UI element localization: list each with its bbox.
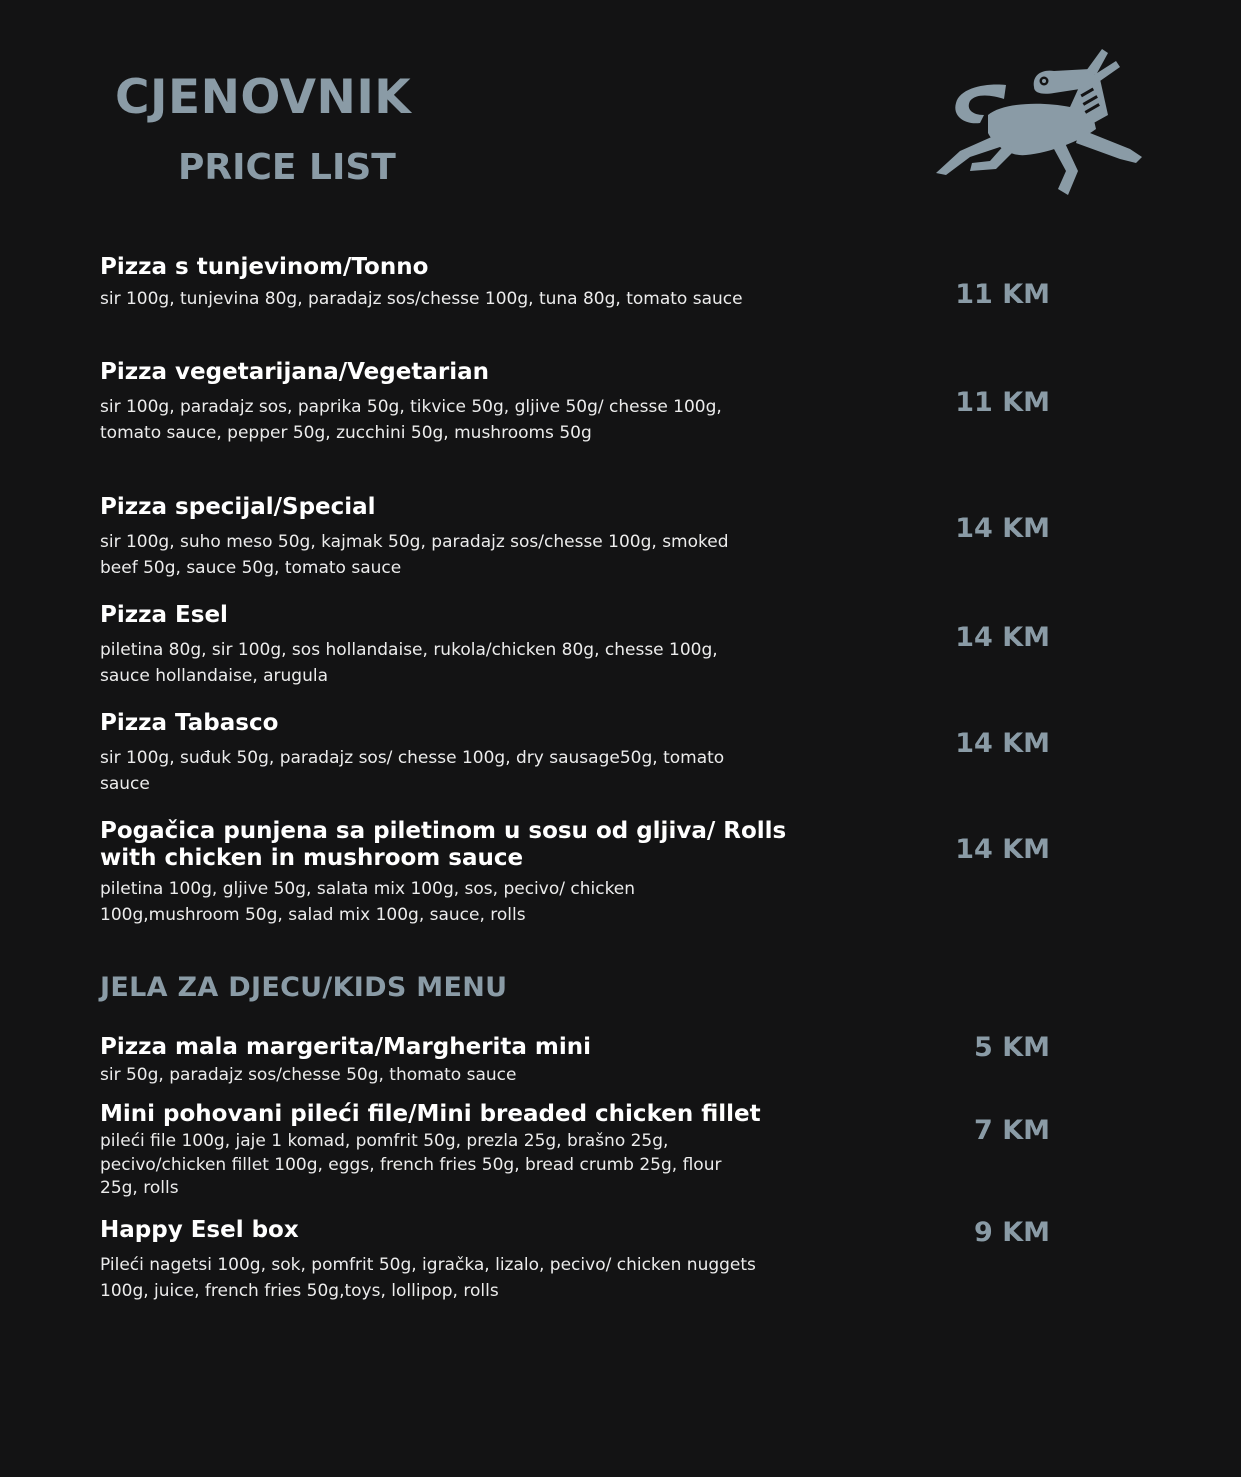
menu-item-chicken-fillet bbox=[100, 1101, 1100, 1201]
menu-item-description: sir 100g, tunjevina 80g, paradajz sos/chesse 100g, tuna 80g, tomato sauce bbox=[100, 289, 743, 309]
menu-item-name: Pizza specijal/Special bbox=[100, 494, 376, 520]
menu-item-price: 14 KM bbox=[955, 834, 1050, 865]
menu-item-price: 11 KM bbox=[955, 279, 1050, 310]
menu-item-vegetarian bbox=[100, 359, 1100, 446]
kids-menu-heading: JELA ZA DJECU/KIDS MENU bbox=[100, 972, 508, 1003]
menu-item-happy-esel-box bbox=[100, 1217, 1100, 1304]
menu-item-name: Happy Esel box bbox=[100, 1217, 299, 1243]
menu-item-name: Mini pohovani pileći file/Mini breaded chicken fillet bbox=[100, 1101, 761, 1127]
menu-item-tonno bbox=[100, 254, 1100, 313]
menu-item-name: Pogačica punjena sa piletinom u sosu od gljiva/ Rolls with chicken in mushroom sauce bbox=[100, 818, 787, 871]
menu-item-description: piletina 80g, sir 100g, sos hollandaise, rukola/chicken 80g, chesse 100g, sauce hollandaise, arugula bbox=[100, 640, 718, 686]
menu-item-name: Pizza Tabasco bbox=[100, 710, 279, 736]
donkey-icon bbox=[930, 45, 1150, 205]
menu-item-price: 5 KM bbox=[974, 1032, 1050, 1063]
menu-item-price: 11 KM bbox=[955, 387, 1050, 418]
menu-item-price: 7 KM bbox=[974, 1115, 1050, 1146]
menu-item-price: 14 KM bbox=[955, 513, 1050, 544]
menu-item-margherita-mini bbox=[100, 1034, 1100, 1088]
menu-item-rolls bbox=[100, 818, 1100, 928]
page-subtitle: PRICE LIST bbox=[178, 147, 396, 188]
menu-item-name: Pizza Esel bbox=[100, 602, 228, 628]
menu-item-name: Pizza vegetarijana/Vegetarian bbox=[100, 359, 489, 385]
menu-item-price: 14 KM bbox=[955, 728, 1050, 759]
menu-item-special bbox=[100, 494, 1100, 581]
menu-item-tabasco bbox=[100, 710, 1100, 797]
menu-item-description: sir 100g, suho meso 50g, kajmak 50g, paradajz sos/chesse 100g, smoked beef 50g, sauce 50g, tomato sauce bbox=[100, 532, 729, 578]
menu-item-price: 9 KM bbox=[974, 1217, 1050, 1248]
page-title: CJENOVNIK bbox=[115, 70, 412, 125]
menu-item-price: 14 KM bbox=[955, 622, 1050, 653]
menu-item-description: piletina 100g, gljive 50g, salata mix 100g, sos, pecivo/ chicken 100g,mushroom 50g, salad mix 100g, sauce, rolls bbox=[100, 879, 636, 925]
menu-item-description: sir 50g, paradajz sos/chesse 50g, thomato sauce bbox=[100, 1065, 517, 1085]
menu-item-description: sir 100g, suđuk 50g, paradajz sos/ chesse 100g, dry sausage50g, tomato sauce bbox=[100, 748, 725, 794]
menu-item-description: sir 100g, paradajz sos, paprika 50g, tikvice 50g, gljive 50g/ chesse 100g, tomato sauce, pepper 50g, zucchini 50g, mushrooms 50g bbox=[100, 397, 722, 443]
menu-item-description: pileći file 100g, jaje 1 komad, pomfrit 50g, prezla 25g, brašno 25g, pecivo/chicken fillet 100g, eggs, french fries 50g, bread crumb 25g, flour 25g, rolls bbox=[100, 1131, 722, 1198]
menu-item-name: Pizza mala margerita/Margherita mini bbox=[100, 1034, 592, 1060]
menu-item-name: Pizza s tunjevinom/Tonno bbox=[100, 254, 429, 280]
menu-item-description: Pileći nagetsi 100g, sok, pomfrit 50g, igračka, lizalo, pecivo/ chicken nuggets 100g, juice, french fries 50g,toys, lollipop, rolls bbox=[100, 1255, 756, 1301]
menu-item-esel bbox=[100, 602, 1100, 689]
